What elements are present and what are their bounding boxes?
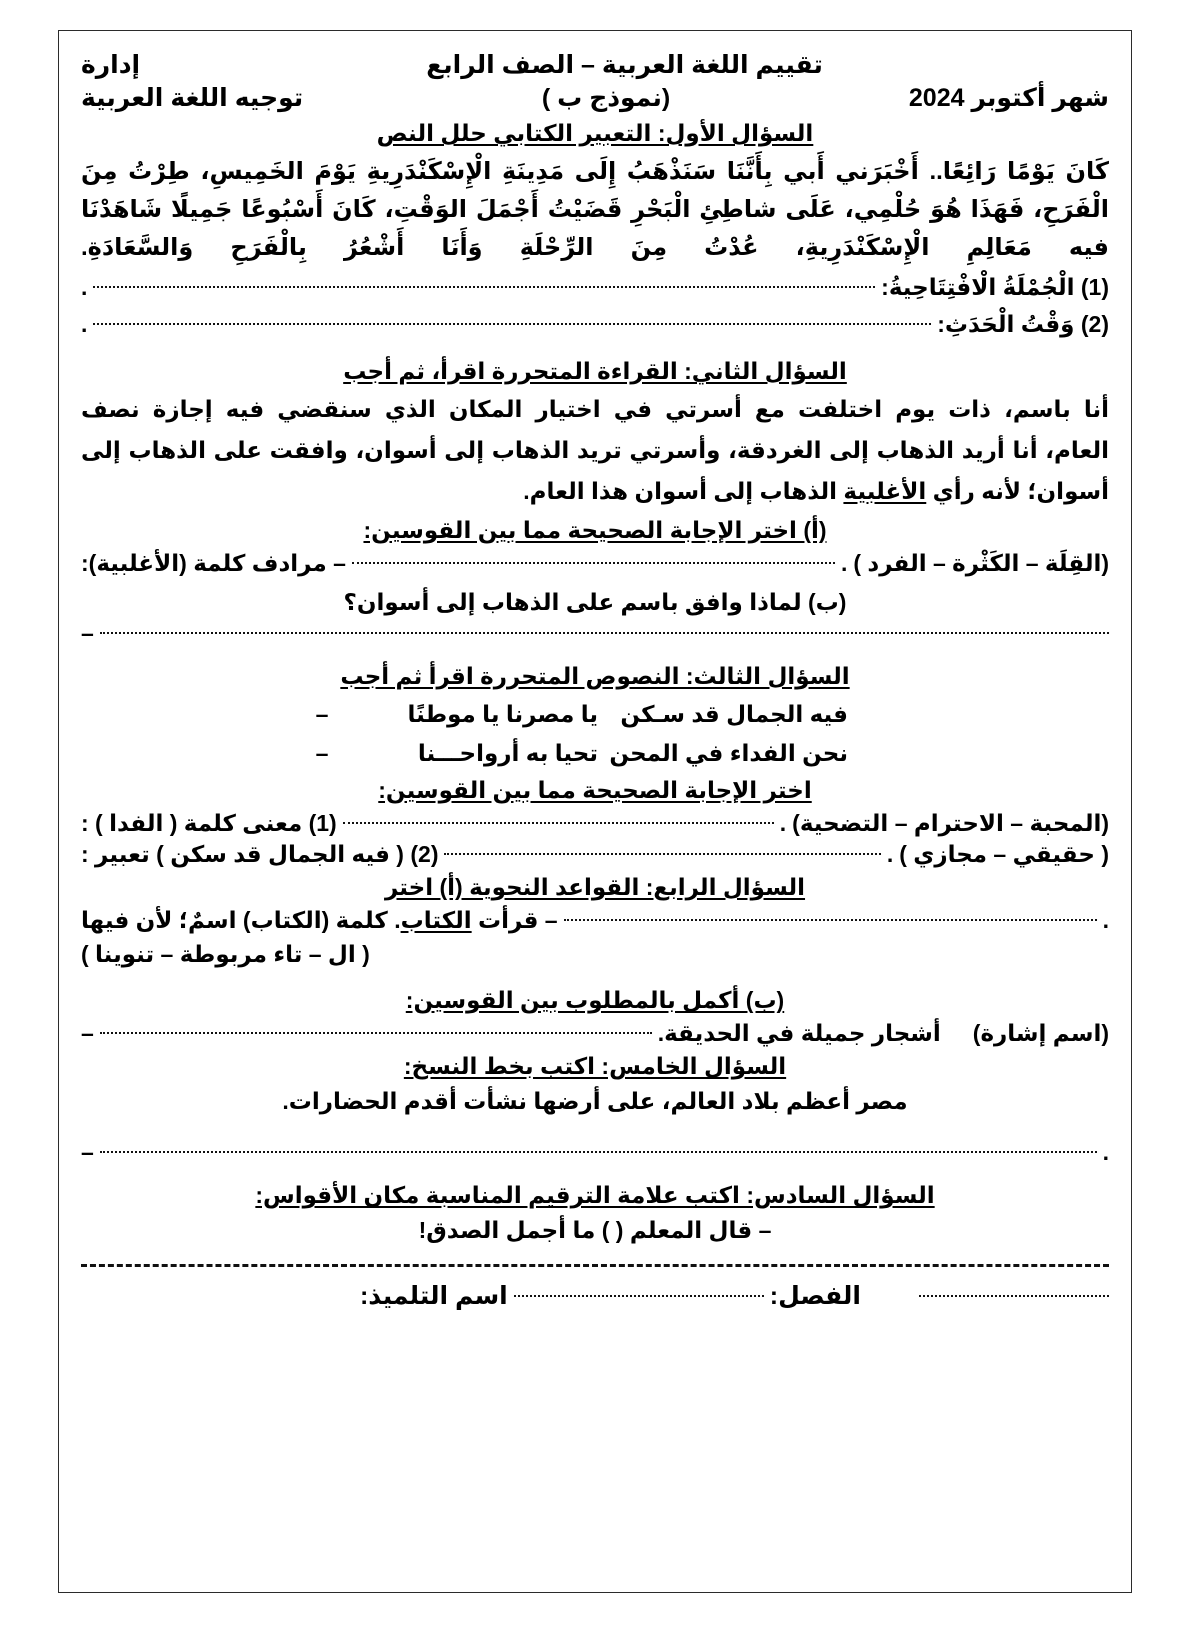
student-name-input[interactable] — [514, 1295, 764, 1297]
page-content — [81, 49, 1109, 1582]
question-3-verse-2 — [81, 736, 1109, 771]
list-dash: – — [81, 619, 94, 646]
question-3-mcq-head — [81, 775, 1109, 806]
student-name-label: اسم التلميذ: — [359, 1282, 508, 1311]
question-3-title — [81, 661, 1109, 692]
period-mark: . — [81, 273, 88, 300]
question-2-part-a-title-text: (أ) اختر الإجابة الصحيحة مما بين القوسين: — [363, 516, 827, 543]
question-1-title — [81, 118, 1109, 149]
answer-blank[interactable] — [100, 632, 1109, 634]
question-5-answer-line — [81, 1139, 1109, 1166]
footer-fields — [81, 1281, 1109, 1311]
header-department: توجيه اللغة العربية — [81, 83, 304, 112]
question-1-item-1 — [81, 270, 1109, 305]
verse-1-hemistich-b: فيه الجمال قد سـكن — [620, 700, 848, 727]
verse-1-hemistich-a: يا مصرنا يا موطنًا — [407, 700, 598, 727]
question-3-verse-1 — [81, 697, 1109, 732]
question-1-passage: كَانَ يَوْمًا رَائِعًا.. أَخْبَرَني أَبي بِأَنَّنَا سَنَذْهَبُ إِلَى مَدِينَةِ الْإِسْكَنْدَرِيةِ يَوْمَ الخَمِيسِ، طِرْتُ مِنَ الْفَرَحِ، فَهَذَا هُوَ حُلْمِي، عَلَى شاطِئِ الْبَحْرِ قَضَيْتُ أَجْمَلَ الوَقْتِ، كَانَ أَسْبُوعًا جَمِيلًا شَاهَدْنَا فيه مَعَالِمِ الْإِسْكَنْدَرِيةِ، عُدْتُ مِنَ الرِّحْلَةِ وَأَنَا أَشْعُرُ بِالْفَرَحِ وَالسَّعَادَةِ. — [81, 158, 1110, 261]
passage-text-pre: أسوان؛ لأنه رأي — [926, 478, 1109, 505]
question-6-title — [81, 1180, 1109, 1211]
period-mark: . — [1102, 1139, 1109, 1166]
period-mark: . — [779, 809, 787, 836]
question-6-item: – قال المعلم ( ) ما أجمل الصدق! — [418, 1217, 772, 1244]
question-1-item-1-label: (1) الْجُمْلَةُ الْافْتِتَاحِيةُ: — [881, 273, 1109, 300]
question-4-part-b-item — [81, 1020, 1109, 1047]
passage-keyword-underlined: الأغلبية — [843, 478, 927, 505]
answer-blank[interactable] — [444, 853, 880, 855]
answer-blank[interactable] — [100, 1151, 1097, 1153]
question-3-item-1 — [81, 810, 1109, 837]
item-text-pre: – قرأت — [471, 906, 558, 933]
verse-dash: – — [315, 700, 329, 727]
answer-blank[interactable] — [343, 822, 774, 824]
header-line-2 — [81, 82, 1109, 115]
page-border — [58, 30, 1132, 1593]
question-4-part-b-title-text: (ب) أكمل بالمطلوب بين القوسين: — [405, 987, 785, 1014]
verse-2-hemistich-b: نحن الفداء في المحن — [609, 740, 848, 767]
header-month: شهر أكتوبر 2024 — [908, 83, 1109, 112]
period-mark: . — [840, 549, 848, 576]
question-3-mcq-head-text: اختر الإجابة الصحيحة مما بين القوسين: — [378, 776, 812, 803]
header-exam-title: تقييم اللغة العربية – الصف الرابع — [426, 51, 823, 79]
verse-dash: – — [315, 740, 329, 767]
question-4-title — [81, 872, 1109, 903]
question-2-part-b-text: (ب) لماذا وافق باسم على الذهاب إلى أسوان؟ — [343, 588, 847, 615]
answer-blank[interactable] — [93, 323, 931, 325]
passage-text-post: الذهاب إلى أسوان هذا العام. — [523, 478, 844, 505]
question-5-title — [81, 1051, 1109, 1082]
item-keyword-underlined: الكتاب — [400, 906, 472, 933]
header-model: (نموذج ب ) — [541, 83, 671, 112]
answer-blank[interactable] — [100, 1032, 652, 1034]
period-mark: . — [886, 840, 894, 867]
answer-blank[interactable] — [93, 286, 875, 288]
list-dash: – — [81, 1020, 94, 1047]
question-4-title-text: السؤال الرابع: القواعد النحوية (أ) اختر — [384, 873, 806, 900]
question-3-item-2-options: ( حقيقي – مجازي ) — [899, 840, 1109, 867]
question-2-part-a-options: (القِلَة – الكَثْرة – الفرد ) — [853, 549, 1109, 576]
question-2-title-text: السؤال الثاني: القراءة المتحررة اقرأ، ثم أجب — [343, 357, 847, 384]
question-2-part-a-title — [81, 515, 1109, 546]
question-2-part-b-title — [81, 587, 1109, 618]
question-2-part-b-answer-line — [81, 620, 1109, 647]
question-2-part-a-label: – مرادف كلمة (الأغلبية): — [81, 549, 346, 576]
question-3-item-1-label: (1) معنى كلمة ( الفدا ) : — [81, 809, 337, 836]
question-2-passage-line-2: العام، أنا أريد الذهاب إلى الغردقة، وأسرتي تريد الذهاب إلى أسوان، وافقت على الذهاب إلى — [81, 437, 1109, 464]
question-4-part-b-hint: (اسم إشارة) — [972, 1020, 1109, 1047]
question-1-item-2-label: (2) وَقْتُ الْحَدَثِ: — [937, 311, 1109, 338]
question-4-part-b-text: أشجار جميلة في الحديقة. — [657, 1020, 941, 1047]
verse-2-hemistich-a: تحيا به أرواحـــنا — [417, 740, 598, 767]
question-1-title-text: السؤال الأول: التعبير الكتابي حلل النص — [376, 120, 814, 146]
period-mark: . — [1102, 906, 1109, 933]
question-5-title-text: السؤال الخامس: اكتب بخط النسخ: — [403, 1053, 787, 1080]
question-6-title-text: السؤال السادس: اكتب علامة الترقيم المناسبة مكان الأقواس: — [255, 1182, 935, 1209]
question-2-passage-line-1: أنا باسم، ذات يوم اختلفت مع أسرتي في اختيار المكان الذي سنقضي فيه إجازة نصف — [81, 395, 1109, 422]
item-text-post: . كلمة (الكتاب) اسمٌ؛ لأن فيها — [81, 906, 401, 933]
question-4-item-label — [81, 907, 558, 934]
question-2-title — [81, 356, 1109, 387]
question-3-title-text: السؤال الثالث: النصوص المتحررة اقرأ ثم أجب — [340, 662, 850, 689]
question-1-item-2 — [81, 307, 1109, 342]
question-2-passage-line-3 — [81, 473, 1109, 510]
class-label: الفصل: — [769, 1282, 861, 1311]
question-3-item-2-label: (2) ( فيه الجمال قد سكن ) تعبير : — [81, 840, 439, 867]
period-mark: . — [81, 311, 88, 338]
question-4-options: ( ال – تاء مربوطة – تنوينا ) — [81, 940, 370, 967]
header-line-1 — [81, 49, 1109, 82]
class-input[interactable] — [919, 1295, 1109, 1297]
question-3-item-1-options: (المحبة – الاحترام – التضحية) — [792, 809, 1109, 836]
question-5-sentence: مصر أعظم بلاد العالم، على أرضها نشأت أقدم الحضارات. — [282, 1088, 908, 1115]
question-3-item-2 — [81, 841, 1109, 868]
question-4-item — [81, 907, 1109, 934]
answer-blank[interactable] — [564, 919, 1097, 921]
list-dash: – — [81, 1139, 94, 1166]
header-administration: إدارة — [81, 51, 141, 79]
question-4-part-b-title — [81, 985, 1109, 1016]
footer-separator — [81, 1264, 1109, 1267]
question-2-part-a-item — [81, 550, 1109, 577]
answer-blank[interactable] — [352, 562, 835, 564]
question-4-options-row — [81, 937, 1109, 972]
